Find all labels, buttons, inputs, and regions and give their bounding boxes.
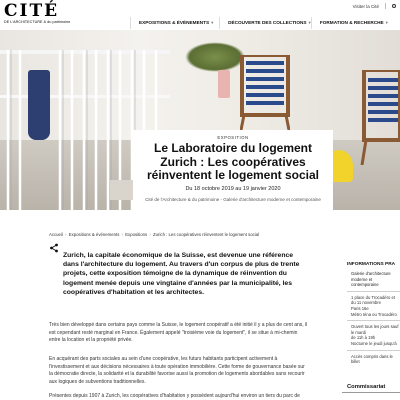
practical-info-sidebar bbox=[347, 262, 400, 365]
share-icon[interactable] bbox=[49, 243, 59, 253]
sidebar-line: Nocturne le jeudi jusqu'à bbox=[351, 340, 397, 346]
divider bbox=[347, 291, 400, 292]
sidebar-line: Métro Iéna ou Trocadéro bbox=[351, 311, 397, 317]
card-kicker: EXPOSITION bbox=[217, 135, 249, 140]
sidebar-line: Paris 16e bbox=[351, 305, 369, 311]
main-nav bbox=[130, 17, 400, 29]
breadcrumb bbox=[49, 232, 259, 237]
search-icon[interactable] bbox=[392, 4, 396, 8]
chevron-down-icon: ▾ bbox=[385, 20, 388, 25]
sidebar-hours bbox=[347, 324, 400, 346]
nav-label: EXPOSITIONS & ÉVÉNEMENTS bbox=[139, 20, 210, 25]
divider bbox=[385, 3, 386, 9]
divider bbox=[347, 350, 400, 351]
divider bbox=[342, 392, 400, 393]
blanket bbox=[28, 70, 50, 140]
article-paragraph: En acquérant des parts sociales au sein d'une coopérative, les futurs habitants participent activement à l'investissement et aux décisions nécessaires à toute opération immobilière. Cette forme de gouvernance basée sur la démocratie directe, la solidarité et la durabilité favorise aussi la promotion de logements abordables sans recourir aux logiques de subventions traditionnelles. bbox=[49, 356, 305, 385]
header bbox=[0, 0, 400, 30]
exhibition-title-card bbox=[133, 130, 333, 230]
visit-link[interactable]: Visiter la Cité bbox=[352, 3, 379, 9]
chair bbox=[240, 55, 290, 135]
chevron-down-icon: ▾ bbox=[308, 20, 311, 25]
breadcrumb-separator: › bbox=[65, 232, 67, 237]
logo-subtitle: DE L'ARCHITECTURE & du patrimoine bbox=[4, 20, 71, 24]
article-paragraph: Présentes depuis 1907 à Zurich, les coopératives d'habitation y possèdent aujourd'hui environ un tiers du parc de bbox=[49, 393, 300, 399]
sidebar-line: Galerie d'architecture moderne et bbox=[351, 271, 391, 282]
sidebar-venue bbox=[347, 271, 400, 288]
nav-label: DÉCOUVERTE DES COLLECTIONS bbox=[228, 20, 307, 25]
breadcrumb-current: Zurich : Les coopératives réinventent le logement social bbox=[153, 232, 260, 237]
plant bbox=[185, 42, 245, 72]
logo-wordmark: CITÉ bbox=[4, 1, 60, 21]
article-paragraph: Très bien développé dans certains pays comme la Suisse, le logement coopératif a été initié il y a plus de cent ans, il est cependant resté marginal en France. Également appelé "troisième voie du logement", il se situe à mi-chemin entre la location et la propriété privée. bbox=[49, 322, 308, 344]
breadcrumb-separator: › bbox=[121, 232, 123, 237]
nav-formation[interactable] bbox=[308, 17, 400, 29]
nav-expositions[interactable] bbox=[130, 17, 219, 29]
breadcrumb-expositions-events[interactable]: Expositions & événements bbox=[68, 232, 120, 237]
exhibition-dates: Du 18 octobre 2019 au 19 janvier 2020 bbox=[185, 185, 281, 192]
sidebar-line: 1 place du Trocadéro et du 11 novembre bbox=[351, 294, 395, 306]
sidebar-address bbox=[347, 295, 400, 317]
breadcrumb-expositions[interactable]: Expositions bbox=[125, 232, 148, 237]
top-links bbox=[353, 3, 396, 9]
site-logo[interactable] bbox=[4, 3, 82, 27]
pink-pot bbox=[218, 70, 230, 98]
exhibition-venue: Cité de l'Architecture & du patrimoine - Galerie d'architecture moderne et contemporaine bbox=[145, 196, 321, 202]
page-title: Le Laboratoire du logement Zurich : Les coopératives réinventent le logement social bbox=[146, 141, 320, 182]
sidebar-line: contemporaine bbox=[351, 282, 379, 288]
chair bbox=[360, 70, 400, 165]
sidebar-line: Ouvert tous les jours sauf le mardi bbox=[351, 324, 399, 335]
sidebar-section-commissariat: Commissariat bbox=[347, 384, 386, 390]
sidebar-title: INFORMATIONS PRA bbox=[347, 262, 396, 267]
divider bbox=[347, 320, 400, 321]
breadcrumb-home[interactable]: Accueil bbox=[49, 232, 63, 237]
breadcrumb-separator: › bbox=[149, 232, 151, 237]
chevron-down-icon: ▾ bbox=[211, 20, 214, 25]
sidebar-line: Accès compris dans le billet bbox=[351, 353, 393, 365]
sidebar-ticket bbox=[347, 354, 400, 365]
article-lead: Zurich, la capitale économique de la Suisse, est devenue une référence dans l'architecture du logement. Au travers d'un corpus de plus de trente projets, cette exposition témoigne de la dynamique de réinvention du logement menée depuis une vingtaine d'années par la municipalité, les coopératives d'habitation et les architectes. bbox=[63, 252, 300, 296]
nav-collections[interactable] bbox=[219, 17, 311, 29]
sidebar-line: de 11h à 19h bbox=[351, 335, 376, 341]
nav-label: FORMATION & RECHERCHE bbox=[319, 20, 384, 25]
